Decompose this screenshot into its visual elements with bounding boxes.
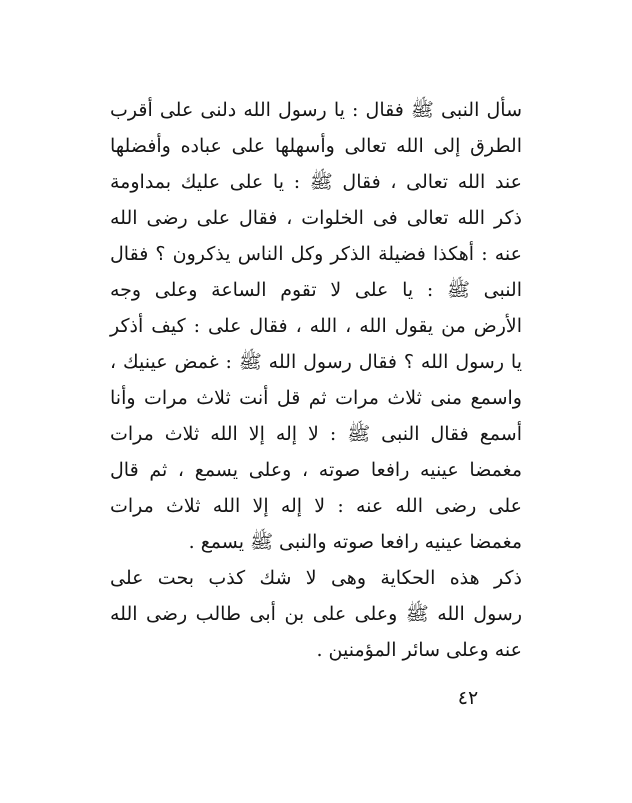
- text-line: رسول الله ﷺ وعلى على بن أبى طالب رضى الله: [110, 603, 522, 625]
- paragraph-commentary: [110, 560, 522, 668]
- text-line: ذكر هذه الحكاية وهى لا شك كذب بحت على: [110, 567, 522, 589]
- page-number: ٤٢: [457, 687, 479, 709]
- text-line: الطرق إلى الله تعالى وأسهلها على عباده وأفضلها: [110, 135, 522, 157]
- text-line: على رضى الله عنه : لا إله إلا الله ثلاث مرات: [110, 495, 522, 517]
- text-line: أسمع فقال النبى ﷺ : لا إله إلا الله ثلاث مرات: [110, 423, 522, 445]
- text-line: واسمع منى ثلاث مرات ثم قل أنت ثلاث مرات وأنا: [110, 387, 522, 409]
- text-line: يا رسول الله ؟ فقال رسول الله ﷺ : غمض عينيك ،: [110, 351, 522, 373]
- text-line: النبى ﷺ : يا على لا تقوم الساعة وعلى وجه: [110, 279, 522, 301]
- text-line: سأل النبى ﷺ فقال : يا رسول الله دلنى على أقرب: [110, 99, 522, 121]
- text-line: عنه وعلى سائر المؤمنين .: [316, 639, 522, 661]
- text-line: ذكر الله تعالى فى الخلوات ، فقال على رضى الله: [110, 207, 522, 229]
- text-line: مغمضا عينيه رافعا صوته ، وعلى يسمع ، ثم قال: [110, 459, 522, 481]
- paragraph-hadith-story: [110, 92, 522, 560]
- text-line: عنه : أهكذا فضيلة الذكر وكل الناس يذكرون ؟ فقال: [110, 243, 522, 265]
- text-line: مغمضا عينيه رافعا صوته والنبى ﷺ يسمع .: [188, 531, 522, 553]
- text-line: عند الله تعالى ، فقال ﷺ : يا على عليك بمداومة: [110, 171, 522, 193]
- text-line: الأرض من يقول الله ، الله ، فقال على : كيف أذكر: [110, 315, 522, 337]
